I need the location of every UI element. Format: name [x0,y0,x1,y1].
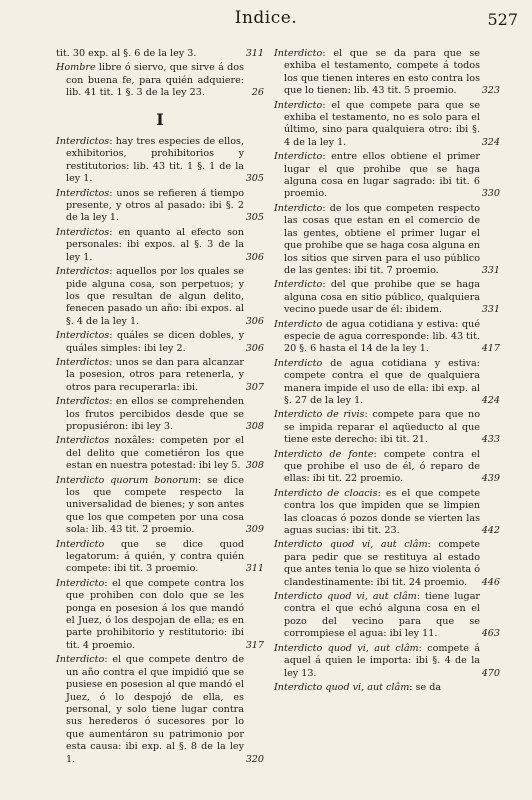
entry-page-ref: 442 [481,525,500,537]
entry-text: : aquellos por los quales se pide alguna cosa, son perpetuos; y los que resultan de algun delito, fenecen pasado un año: ibi expos. al §. 4 de la ley 1. [66,266,244,327]
entry-page-ref: 320 [245,753,264,765]
entry-term: Interdicto [274,357,323,369]
index-entry [56,62,264,99]
index-entry [274,643,500,680]
entry-term: Interdictos [56,396,110,408]
index-entry [274,279,500,316]
index-entry [56,475,264,537]
index-entry [274,203,500,277]
entry-page-ref: 305 [245,173,264,185]
page-header [0,4,532,36]
entry-page-ref: 470 [481,667,500,679]
entry-term: Interdicto quod vi, aut clâm [274,681,410,693]
entry-term: Interdictos [56,226,110,238]
entry-page-ref: 324 [481,136,500,148]
left-continuation-entries [56,48,264,100]
entry-text: : se dice los que compete respecto la universalidad de bienes; y son antes que los que competen por una cosa sola: lib. 43 tit. 2 proemio. [66,474,244,536]
entry-term: Interdicto quorum bonorum [56,474,198,486]
entry-page-ref: 317 [245,639,264,651]
entry-term: Interdicto quod vi, aut clâm [274,642,419,654]
index-entry [274,358,500,408]
index-entry [274,48,500,98]
entry-text: : del que prohibe que se haga alguna cosa en sitio público, qualquiera vecino puede usar de él: ibidem. [284,279,480,316]
page-title: Indice. [234,8,298,28]
entry-page-ref: 26 [251,87,264,99]
entry-text: : el que compete para que se exhiba el testamento, no es solo para el último, sino para qualquiera otro: ibi §. 4 de la ley 1. [284,99,480,148]
entry-term: Interdicto [56,654,105,666]
entry-term: Interdicto quod vi, aut clâm [274,591,417,603]
index-entry [274,100,500,150]
entry-page-ref: 433 [481,434,500,446]
index-entry [274,682,500,694]
entry-page-ref: 307 [245,381,264,393]
entry-page-ref: 331 [481,304,500,316]
entry-term: Interdicto [274,279,323,291]
entry-text: noxâles: competen por el del delito que cometiéron los que estan en nuestra potestad: ibi ley 5. [66,435,244,472]
entry-text: : de los que competen respecto las cosas que estan en el comercio de las gentes, obtiene el primer lugar el que prohibe que se haga cosa alguna en los sitios que sirven para el uso público de las gentes: ibi tit. 7 proemio. [284,202,480,276]
index-entry [56,357,264,394]
entry-term: Interdicto de cloacis [274,487,378,499]
entry-text: : se da [409,681,442,693]
entry-page-ref: 306 [245,315,264,327]
index-entry [274,488,500,538]
entry-term: Interdictos [56,435,110,447]
entry-term: Interdicto de rivis [274,409,365,421]
entry-page-ref: 424 [481,394,500,406]
index-entry [56,188,264,225]
entry-term: Interdicto [274,151,323,163]
entry-term: Interdictos [56,356,110,368]
entry-term: Interdicto [274,99,323,111]
index-entry [56,539,264,576]
entry-page-ref: 309 [245,524,264,536]
entry-text: libre ó siervo, que sirve á dos con buena fe, para quién adquiere: lib. 41 tit. 1 §. 3 de la ley 23. [66,62,244,99]
entry-term: Interdictos [56,266,110,278]
index-entry [274,591,500,641]
index-entry [56,266,264,328]
entry-text: : unos se refieren á tiempo presente, y otros al pasado: ibi §. 2 de la ley 1. [66,187,244,224]
entry-text: : compete para que no se impida reparar el aqüeducto al que tiene este derecho: ibi tit. 21. [284,409,480,446]
entry-term: Interdicto [274,48,323,59]
entry-text: : compete á aquel á quien le importa: ibi §. 4 de la ley 13. [284,642,480,679]
entry-text: : compete para pedir que se restituya al estado que antes tenia lo que se hizo violenta ó clandestinamente: ibi tit. 24 proemio. [284,539,480,588]
index-entry [56,654,264,766]
entry-text: : en ellos se comprehenden los frutos percibidos desde que se propusiéron: ibi ley 3. [66,396,244,432]
entry-page-ref: 417 [481,343,500,355]
entry-text: : hay tres especies de ellos, exhibitorios, prohibitorios y restitutorios: lib. 43 tit. 1 §. 1 de la ley 1. [66,136,244,185]
entry-text: : unos se dan para alcanzar la posesion, otros para retenerla, y otros para recuperarla: ibi. [66,356,244,393]
entry-page-ref: 305 [245,212,264,224]
entry-page-ref: 331 [481,264,500,276]
page-number: 527 [487,10,518,29]
index-entry [274,449,500,486]
entry-text: : el que compete contra los que prohiben con dolo que se les ponga en posesion á los que mandó el Juez, ó los despojan de ella; es en parte prohibitorio y restitutorio: ibi tit. 4 proemio. [66,577,244,651]
entry-text: : el que compete dentro de un año contra el que impidió que se pusiese en posesion al que mandó el Juez, ó lo despojó de ella, es personal, y solo tiene lugar contra sus herederos ó sucesores por lo que aumentáron su patrimonio por esta causa: ibi exp. al §. 8 de la ley 1. [66,654,244,765]
entry-page-ref: 323 [481,85,500,97]
right-column [274,48,500,696]
entry-text: tit. 30 exp. al §. 6 de la ley 3. [56,48,197,59]
index-entry [56,396,264,433]
entry-term: Interdicto [274,318,323,330]
entry-page-ref: 463 [481,628,500,640]
entry-text: : compete contra el que prohibe el uso de él, ó reparo de ellas: ibi tit. 22 proemio. [284,448,480,485]
left-column [56,48,264,768]
index-entry [56,578,264,652]
entry-text: : quáles se dicen dobles, y quáles simples: ibi ley 2. [66,330,244,354]
entry-term: Interdictos [56,330,110,342]
entry-text: de agua cotidiana y estiva: qué especie de agua corresponde: lib. 43 tit. 20 §. 6 hasta el 14 de la ley 1. [284,318,480,355]
left-index-entries [56,136,264,766]
entry-page-ref: 306 [245,342,264,354]
index-entry [56,48,264,60]
right-index-entries [274,48,500,694]
entry-page-ref: 311 [245,48,264,59]
entry-text: : el que se da para que se exhiba el testamento, compete á todos los que tienen interes en esto contra los que lo tienen: lib. 43 tit. 5 proemio. [284,48,480,97]
entry-page-ref: 311 [245,563,264,575]
entry-term: Interdictos [56,136,110,148]
entry-term: Interdictos [56,187,110,199]
entry-term: Hombre [56,62,96,74]
entry-page-ref: 308 [245,460,264,472]
section-letter: I [156,109,164,129]
entry-text: : entre ellos obtiene el primer lugar el que prohibe que se haga alguna cosa en lugar sagrado: ibi tit. 6 proemio. [284,151,480,200]
index-entry [274,151,500,201]
entry-text: : tiene lugar contra el que echó alguna cosa en el pozo del vecino para que se corrompiese el agua: ibi ley 11. [284,591,481,640]
index-entry [56,330,264,355]
entry-page-ref: 308 [245,420,264,432]
index-entry [274,319,500,356]
entry-text: de agua cotidiana y estiva: compete contra el que de qualquiera manera impide el uso de ella: ibi exp. al §. 27 de la ley 1. [284,357,480,406]
entry-page-ref: 439 [481,473,500,485]
entry-term: Interdicto [56,577,105,589]
entry-text: que se dice quod legatorum: á quién, y contra quién compete: ibi tit. 3 proemio. [66,538,244,575]
entry-page-ref: 446 [481,576,500,588]
entry-term: Interdicto de fonte [274,448,374,460]
entry-term: Interdicto quod vi, aut clâm [274,539,428,551]
entry-text: : es el que compete contra los que impiden que se limpien las cloacas ó pozos donde se vierten las aguas sucias: ibi tit. 23. [284,487,480,537]
entry-text: : en quanto al efecto son personales: ibi expos. al §. 3 de la ley 1. [66,226,244,263]
entry-term: Interdicto [56,538,105,550]
entry-page-ref: 306 [245,251,264,263]
index-entry [56,435,264,472]
index-entry [274,409,500,446]
entry-term: Interdicto [274,202,323,214]
index-entry [274,539,500,589]
entry-page-ref: 330 [481,188,500,200]
index-entry [56,227,264,264]
index-entry [56,136,264,186]
